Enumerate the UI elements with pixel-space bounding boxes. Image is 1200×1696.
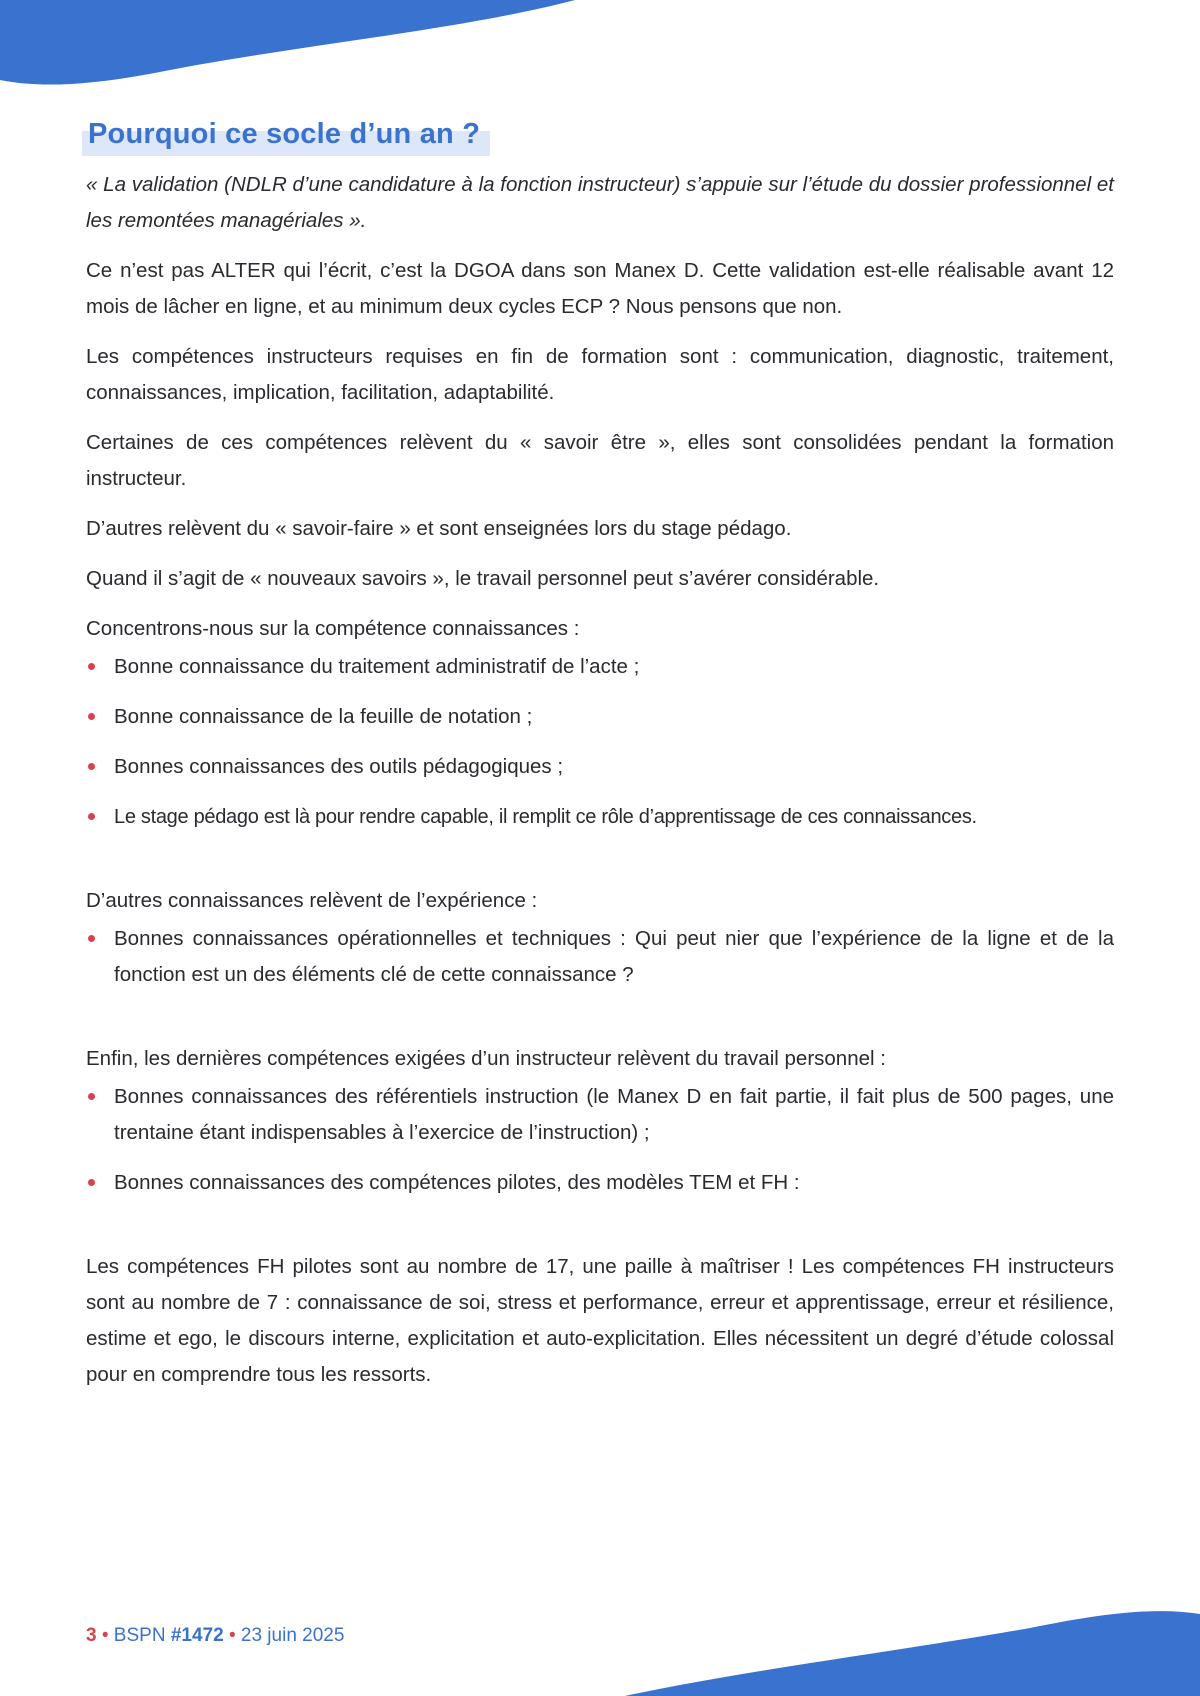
list-item: Le stage pédago est là pour rendre capable, il remplit ce rôle d’apprentissage de ces connaissances. <box>86 799 1114 835</box>
list-item: Bonne connaissance du traitement administratif de l’acte ; <box>86 649 1114 685</box>
publication-date: 23 juin 2025 <box>240 1625 345 1646</box>
bullet-dot-icon <box>88 1093 95 1100</box>
bullet-dot-icon <box>88 935 95 942</box>
paragraph-nouveaux-savoirs: Quand il s’agit de « nouveaux savoirs », le travail personnel peut s’avérer considérable. <box>86 567 880 590</box>
paragraph-alter: Ce n’est pas ALTER qui l’écrit, c’est la DGOA dans son Manex D. Cette validation est-elle réalisable avant 12 mois de lâcher en ligne, et au minimum deux cycles ECP ? Nous pensons que non. <box>86 259 1114 318</box>
footer-separator: • <box>228 1625 236 1646</box>
bottom-wave-decoration <box>580 1606 1200 1696</box>
bullet-dot-icon <box>88 1179 95 1186</box>
list-item: Bonnes connaissances des compétences pilotes, des modèles TEM et FH : <box>86 1165 1114 1201</box>
bullet-list-connaissances <box>86 649 1114 835</box>
paragraph-savoir-faire: D’autres relèvent du « savoir-faire » et sont enseignées lors du stage pédago. <box>86 517 792 540</box>
issue-number: #1472 <box>170 1625 224 1646</box>
page-number: 3 <box>86 1625 97 1646</box>
list-intro-travail-personnel: Enfin, les dernières compétences exigées d’un instructeur relèvent du travail personnel : <box>86 1047 886 1070</box>
list-item: Bonnes connaissances des outils pédagogiques ; <box>86 749 1114 785</box>
paragraph-savoir-etre: Certaines de ces compétences relèvent du « savoir être », elles sont consolidées pendant la formation instructeur. <box>86 431 1114 490</box>
bullet-dot-icon <box>88 663 95 670</box>
bullet-list-experience <box>86 921 1114 993</box>
list-intro-experience: D’autres connaissances relèvent de l’expérience : <box>86 889 538 912</box>
bullet-dot-icon <box>88 713 95 720</box>
footer-separator: • <box>101 1625 109 1646</box>
paragraph-competences: Les compétences instructeurs requises en fin de formation sont : communication, diagnostic, traitement, connaissances, implication, facilitation, adaptabilité. <box>86 345 1114 404</box>
bullet-list-travail-personnel <box>86 1079 1114 1201</box>
closing-paragraph: Les compétences FH pilotes sont au nombre de 17, une paille à maîtriser ! Les compétences FH instructeurs sont au nombre de 7 : connaissance de soi, stress et performance, erreur et apprentissage, erreur et résilience, estime et ego, le discours interne, explicitation et auto-explicitation. Elles nécessitent un degré d’étude colossal pour en comprendre tous les ressorts. <box>86 1255 1114 1386</box>
list-item: Bonnes connaissances opérationnelles et techniques : Qui peut nier que l’expérience de la ligne et de la fonction est un des éléments clé de cette connaissance ? <box>86 921 1114 993</box>
list-item: Bonnes connaissances des référentiels instruction (le Manex D en fait partie, il fait plus de 500 pages, une trentaine étant indispensables à l’exercice de l’instruction) ; <box>86 1079 1114 1151</box>
article-body <box>86 118 1114 1407</box>
section-heading: Pourquoi ce socle d’un an ? <box>82 118 486 151</box>
publication-name: BSPN <box>113 1625 166 1646</box>
top-wave-decoration <box>0 0 620 90</box>
page-footer <box>86 1625 344 1647</box>
list-intro-connaissances: Concentrons-nous sur la compétence connaissances : <box>86 617 580 640</box>
list-item: Bonne connaissance de la feuille de notation ; <box>86 699 1114 735</box>
bullet-dot-icon <box>88 813 95 820</box>
quote-paragraph: « La validation (NDLR d’une candidature à la fonction instructeur) s’appuie sur l’étude du dossier professionnel et les remontées managériales ». <box>86 173 1114 232</box>
bullet-dot-icon <box>88 763 95 770</box>
